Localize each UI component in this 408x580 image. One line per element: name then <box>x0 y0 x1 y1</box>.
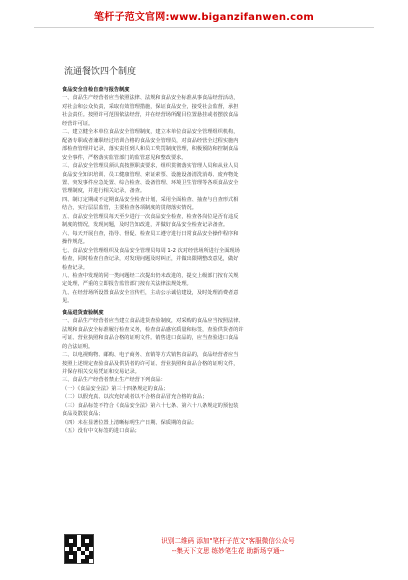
footer-line-2: --集天下文思 练妙笔生花 助新场亨通-- <box>171 547 285 555</box>
paragraph-line: 制度的情况，发现问题，及时告知改进，并做好食品安全检查记录备查。 <box>62 222 229 229</box>
site-banner: 笔杆子范文官网:www.biganzifanwen.com <box>94 12 314 23</box>
footer-text <box>108 536 348 556</box>
paragraph-line: 一、食品生产经营者应当建立食品进货查验制度，对采购的食品应当按照法律、 <box>62 318 244 325</box>
paragraph-line: （一）《食品安全法》第三十四条规定的食品； <box>62 385 169 392</box>
paragraph-line: 部检查管理并记录，落实责任到人和员工奖罚制度管理，积极预防和控制食品 <box>62 146 239 153</box>
paragraph-line: 结合，实行层层监管，主要检查各项制度的贯彻落实情况。 <box>62 205 197 212</box>
paragraph-line: 七、食品安全管理组织及食品安全管理员每周 1-2 次对经营场所进行全面现场 <box>62 247 240 254</box>
paragraph-line: （三）食品标签不符合《食品安全法》第六十七条、第六十八条规定的预包装 <box>62 402 239 409</box>
paragraph-line: 定处理，严重的立即报告监管部门按有关法律法规处理。 <box>62 281 192 288</box>
paragraph-line: （二）以假充真、以次充好或者以不合格食品冒充合格的食品； <box>62 394 208 401</box>
document-title: 流通餐饮四个制度 <box>64 67 137 77</box>
section-heading: 食品安全自检自查与报告制度 <box>62 87 130 93</box>
paragraph-line: 的合法证明。 <box>62 343 94 350</box>
paragraph-line: 按照上述规定查验食品及供货者的许可证、营业执照和食品合格的证明文件， <box>62 360 239 367</box>
document-body <box>62 86 358 436</box>
paragraph-line: 社会责任。按照许可范围依法经营，并在经营场所醒目位置悬挂或者摆放食品 <box>62 112 239 119</box>
paragraph-line: 见。 <box>62 298 73 305</box>
footer <box>0 534 408 574</box>
footer-line-1: 识别二维码 添加"笔杆子范文"客服微信公众号 <box>161 537 295 545</box>
header-divider <box>34 27 374 28</box>
paragraph-line: 可证、营业执照和食品合格的证明文件。销售进口食品的，应当查验进口食品 <box>62 335 239 342</box>
paragraph-line: 操作规范。 <box>62 239 88 246</box>
section-heading: 食品进货查验制度 <box>62 309 104 316</box>
paragraph-line: 四、制订定期或不定期食品安全检查计划，采用全面检查、抽查与自查形式相 <box>62 196 239 203</box>
paragraph-line: 九、在经营场所设置食品安全宣传栏，主动公示诚信建设，及时处理消费者意 <box>62 289 239 296</box>
paragraph-line: 对社会和公众负责，采取有效管理措施，保证食品安全，接受社会监督，承担 <box>62 103 239 110</box>
paragraph-line: 置、突发事件应急处置、综合检查、设备管理、环境卫生管理等各项食品安全 <box>62 179 239 186</box>
paragraph-line: 二、建立健全本单位食品安全管理制度，建立本单位食品安全管理组织机构， <box>62 129 239 136</box>
paragraph-line: 经营许可证。 <box>62 120 94 127</box>
paragraph-line: 八、检查中发现的同一类问题经二次提出仍未改进的，提交上级部门按有关规 <box>62 272 239 279</box>
paragraph-line: 配备专职或者兼职经过培训合格的食品安全管理员，对食品经营全过程实施内 <box>62 137 239 144</box>
paragraph-line: 安全事件，严格落实监管部门的监管意见和整改要求。 <box>62 154 187 161</box>
paragraph-line: 一、食品生产经营者应当依照法律、法规和食品安全标准从事食品经营活动， <box>62 95 239 102</box>
paragraph-line: 检查，同时检查自查记录，对发现问题及时纠正，并做出限期整改意见，做好 <box>62 256 239 263</box>
paragraph-line: 三、食品生产经营者禁止生产经营下列食品： <box>62 377 166 384</box>
paragraph-line: 六、每天开展自查，指导、督促、检查员工遵守进行日常食品安全操作程序和 <box>62 230 239 237</box>
paragraph-line: 检查记录。 <box>62 264 88 271</box>
paragraph-line: 二、以电视购物、邮购、电子商务、直销等方式销售食品的，食品经营者应当 <box>62 352 239 359</box>
paragraph-line: 管理制度，并进行相关记录，备查。 <box>62 188 146 195</box>
paragraph-line: （五）没有中文标签的进口食品； <box>62 428 140 435</box>
paragraph-line: 三、食品安全管理员须认真按照职责要求，组织贯彻落实管理人员和从业人员 <box>62 163 239 170</box>
paragraph-line: 法规和食品安全标准履行检查义务，检查食品感官质量和标签，查验供货者的许 <box>62 326 244 333</box>
paragraph-line: 食品及散装食品； <box>62 411 104 418</box>
paragraph-line: （四）未在显著位置上清晰标明生产日期、保质期的食品； <box>62 419 197 426</box>
paragraph-line: 食品安全知识培训、员工健康管理、索证索票、设施设备清洗消毒、废弃物处 <box>62 171 239 178</box>
paragraph-line: 五、食品安全管理员每天至少进行一次食品安全检查，检查各岗位是否有违反 <box>62 213 239 220</box>
qr-code-icon <box>64 534 94 564</box>
paragraph-line: 并保存相关交易凭证和交易记录。 <box>62 368 140 375</box>
